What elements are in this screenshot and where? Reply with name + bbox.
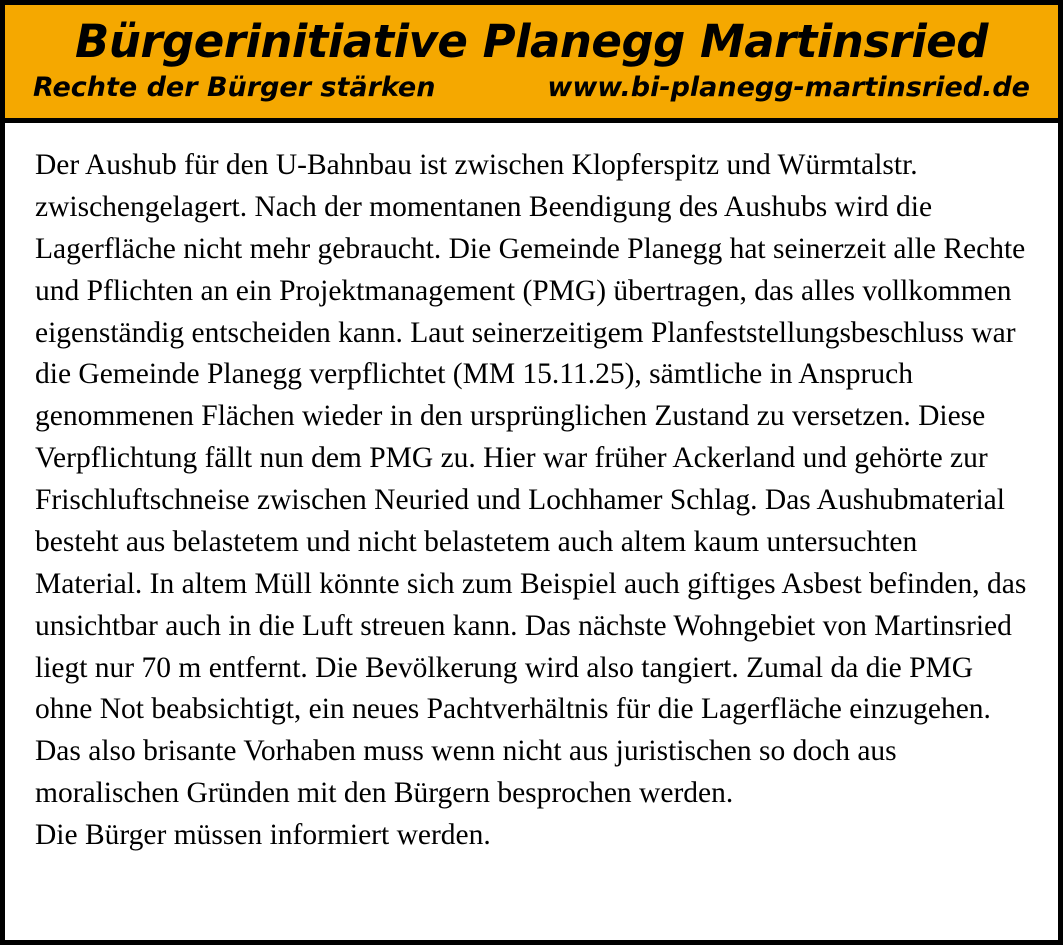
header-subtitle-row xyxy=(27,72,1036,103)
flyer-header xyxy=(5,5,1058,123)
organization-title: Bürgerinitiative Planegg Martinsried xyxy=(75,15,988,69)
flyer-body xyxy=(5,123,1058,867)
body-paragraph: Der Aushub für den U-Bahnbau ist zwischen Klopferspitz und Würmtalstr. zwischengelagert. Nach der momentanen Beendigung des Aushubs wird die Lagerfläche nicht mehr gebraucht. Die Gemeinde Planegg hat seinerzeit alle Rechte und Pflichten an ein Projektmanagement (PMG) übertragen, das alles vollkommen eigenständig entscheiden kann. Laut seinerzeitigem Planfeststellungsbeschluss war die Gemeinde Planegg verpflichtet (MM 15.11.25), sämtliche in Anspruch genommenen Flächen wieder in den ursprünglichen Zustand zu versetzen. Diese Verpflichtung fällt nun dem PMG zu. Hier war früher Ackerland und gehörte zur Frischluftschneise zwischen Neuried und Lochhamer Schlag. Das Aushubmaterial besteht aus belastetem und nicht belastetem auch altem kaum untersuchten Material. In altem Müll könnte sich zum Beispiel auch giftiges Asbest befinden, das unsichtbar auch in die Luft streuen kann. Das nächste Wohngebiet von Martinsried liegt nur 70 m entfernt. Die Bevölkerung wird also tangiert. Zumal da die PMG ohne Not beabsichtigt, ein neues Pachtverhältnis für die Lagerfläche einzugehen. Das also brisante Vorhaben muss wenn nicht aus juristischen so doch aus moralischen Gründen mit den Bürgern besprochen werden. xyxy=(35,149,1027,810)
organization-website: www.bi-planegg-martinsried.de xyxy=(547,71,1030,103)
body-closing-line: Die Bürger müssen informiert werden. xyxy=(35,819,491,851)
organization-slogan: Rechte der Bürger stärken xyxy=(33,71,436,103)
